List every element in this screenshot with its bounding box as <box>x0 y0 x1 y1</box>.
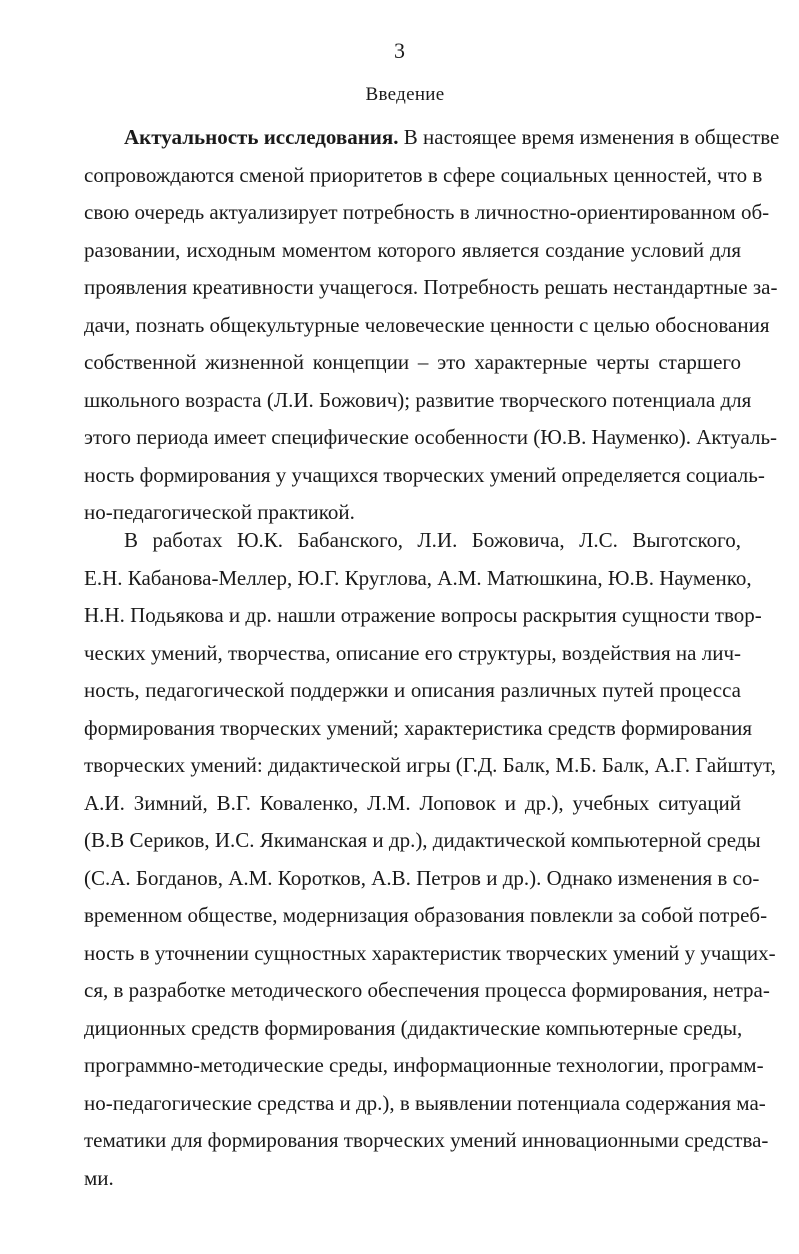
text-line: сопровождаются сменой приоритетов в сфере социальных ценностей, что в <box>84 162 763 187</box>
text-line: ность в уточнении сущностных характеристик творческих умений у учащих- <box>84 940 776 965</box>
text-line: (С.А. Богданов, А.М. Коротков, А.В. Петров и др.). Однако изменения в со- <box>84 865 760 890</box>
text-line: школьного возраста (Л.И. Божович); развитие творческого потенциала для <box>84 387 752 412</box>
text-line: программно-методические среды, информационные технологии, программ- <box>84 1053 764 1077</box>
text-line: свою очередь актуализирует потребность в личностно-ориентированном об- <box>84 200 770 224</box>
page-number: 3 <box>394 38 405 63</box>
text-line: но-педагогической практикой. <box>84 500 355 524</box>
text-line: дачи, познать общекультурные человеческие ценности с целью обоснования <box>84 312 770 337</box>
text-line: проявления креативности учащегося. Потребность решать нестандартные за- <box>84 275 778 299</box>
text-line: Н.Н. Подьякова и др. нашли отражение вопросы раскрытия сущности твор- <box>84 603 762 627</box>
text-line: ми. <box>84 1165 114 1190</box>
text-line: ся, в разработке методического обеспечения процесса формирования, нетра- <box>84 978 770 1002</box>
text-line: В работах Ю.К. Бабанского, Л.И. Божовича, Л.С. Выготского, <box>124 528 741 552</box>
text-line: ческих умений, творчества, описание его структуры, воздействия на лич- <box>84 640 741 665</box>
text-line: А.И. Зимний, В.Г. Коваленко, Л.М. Лоповок и др.), учебных ситуаций <box>84 790 741 815</box>
text-line: собственной жизненной концепции – это характерные черты старшего <box>84 350 741 374</box>
text-line: ность, педагогической поддержки и описания различных путей процесса <box>84 678 741 702</box>
paragraph-literature-review <box>84 522 776 1197</box>
text-line: но-педагогические средства и др.), в выявлении потенциала содержания ма- <box>84 1090 766 1115</box>
text-line-rest: В настоящее время изменения в обществе <box>398 125 780 149</box>
text-line: Е.Н. Кабанова-Меллер, Ю.Г. Круглова, А.М. Матюшкина, Ю.В. Науменко, <box>84 565 752 590</box>
text-line: этого периода имеет специфические особенности (Ю.В. Науменко). Актуаль- <box>84 425 778 449</box>
text-line: разовании, исходным моментом которого является создание условий для <box>84 237 741 262</box>
paragraph-relevance <box>84 119 780 532</box>
lead-phrase: Актуальность исследования. <box>124 125 399 149</box>
text-line: ность формирования у учащихся творческих умений определяется социаль- <box>84 462 765 487</box>
section-heading: Введение <box>365 84 445 105</box>
text-line: диционных средств формирования (дидактические компьютерные среды, <box>84 1015 743 1040</box>
text-line: временном обществе, модернизация образования повлекли за собой потреб- <box>84 903 768 927</box>
text-line: творческих умений: дидактической игры (Г.Д. Балк, М.Б. Балк, А.Г. Гайштут, <box>84 753 776 777</box>
text-line: тематики для формирования творческих умений инновационными средства- <box>84 1128 769 1152</box>
text-line: формирования творческих умений; характеристика средств формирования <box>84 715 752 740</box>
text-line <box>84 119 780 157</box>
text-line: (В.В Сериков, И.С. Якиманская и др.), дидактической компьютерной среды <box>84 828 761 852</box>
